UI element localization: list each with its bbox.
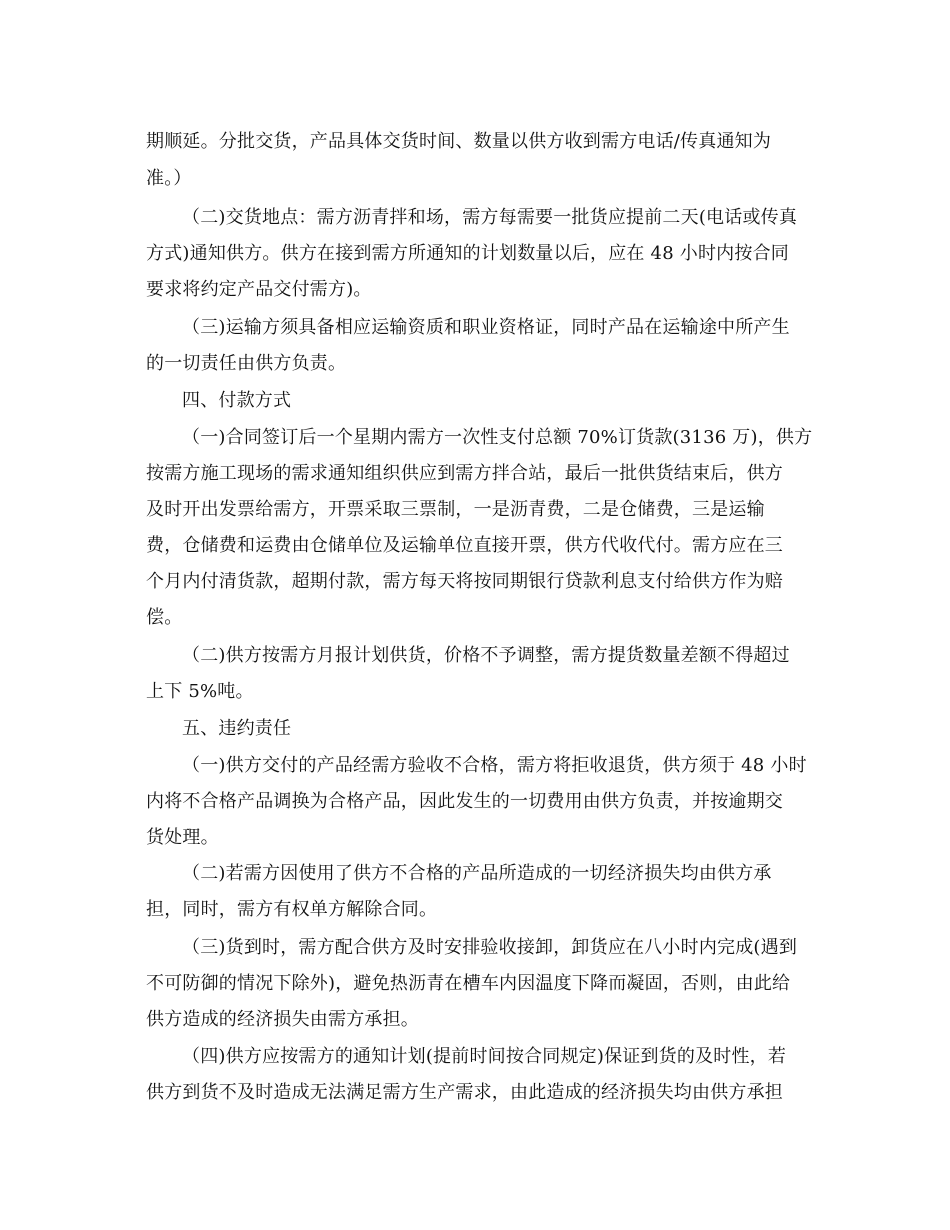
- body-line: 供方到货不及时造成无法满足需方生产需求，由此造成的经济损失均由供方承担: [146, 1082, 783, 1103]
- paragraph-first-line: （二)交货地点：需方沥青拌和场，需方每需要一批货应提前二天(电话或传真: [182, 207, 798, 228]
- paragraph-first-line: （三)运输方须具备相应运输资质和职业资格证，同时产品在运输途中所产生: [182, 317, 790, 338]
- body-line: 货处理。: [146, 827, 219, 848]
- body-line: 担，同时，需方有权单方解除合同。: [146, 899, 438, 920]
- paragraph-first-line: （一)供方交付的产品经需方验收不合格，需方将拒收退货，供方须于 48 小时: [182, 755, 807, 776]
- paragraph-first-line: （二)若需方因使用了供方不合格的产品所造成的一切经济损失均由供方承: [182, 863, 772, 884]
- section-heading: 四、付款方式: [182, 390, 292, 411]
- paragraph-first-line: （四)供方应按需方的通知计划(提前时间按合同规定)保证到货的及时性，若: [182, 1046, 787, 1067]
- section-heading: 五、违约责任: [182, 718, 292, 739]
- body-line: 期顺延。分批交货，产品具体交货时间、数量以供方收到需方电话/传真通知为: [146, 131, 772, 152]
- body-line: 偿。: [146, 607, 183, 628]
- body-line: 个月内付清货款，超期付款，需方每天将按同期银行贷款利息支付给供方作为赔: [146, 571, 783, 592]
- body-line: 方式)通知供方。供方在接到需方所通知的计划数量以后，应在 48 小时内按合同: [146, 243, 789, 264]
- body-line: 的一切责任由供方负责。: [146, 353, 347, 374]
- body-line: 要求将约定产品交付需方)。: [146, 279, 372, 300]
- paragraph-first-line: （一)合同签订后一个星期内需方一次性支付总额 70%订货款(3136 万)，供方: [182, 427, 813, 448]
- body-line: 费，仓储费和运费由仓储单位及运输单位直接开票，供方代收代付。需方应在三: [146, 535, 783, 556]
- body-line: 内将不合格产品调换为合格产品，因此发生的一切费用由供方负责，并按逾期交: [146, 791, 783, 812]
- body-line: 及时开出发票给需方，开票采取三票制，一是沥青费，二是仓储费，三是运输: [146, 499, 765, 520]
- body-line: 供方造成的经济损失由需方承担。: [146, 1009, 419, 1030]
- body-line: 上下 5%吨。: [146, 681, 254, 702]
- body-line: 按需方施工现场的需求通知组织供应到需方拌合站，最后一批供货结束后，供方: [146, 463, 783, 484]
- paragraph-first-line: （二)供方按需方月报计划供货，价格不予调整，需方提货数量差额不得超过: [182, 645, 790, 666]
- paragraph-first-line: （三)货到时，需方配合供方及时安排验收接卸，卸货应在八小时内完成(遇到: [182, 937, 798, 958]
- body-line: 准。）: [146, 168, 192, 189]
- body-line: 不可防御的情况下除外)，避免热沥青在槽车内因温度下降而凝固，否则，由此给: [146, 973, 791, 994]
